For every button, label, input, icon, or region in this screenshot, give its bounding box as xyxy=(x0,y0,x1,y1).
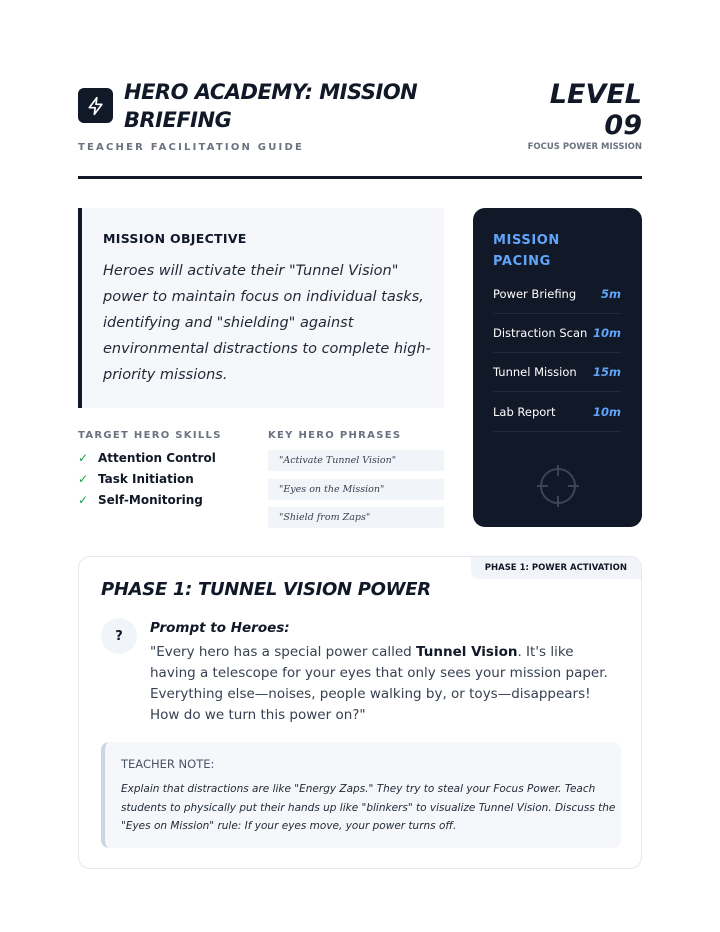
pacing-step-time: 15m xyxy=(593,364,621,379)
level-caption: FOCUS POWER MISSION xyxy=(527,142,642,152)
lightning-icon xyxy=(86,96,106,116)
prompt-text-bold: Tunnel Vision xyxy=(416,644,518,660)
level-heading xyxy=(550,79,642,141)
question-icon: ? xyxy=(101,618,137,654)
crosshair-icon xyxy=(537,465,579,507)
pacing-row xyxy=(493,313,621,353)
teacher-note-text: Explain that distractions are like "Energy Zaps." They try to steal your Focus Power. Teach students to physically put their hands up like "blinkers" to visualize Tunnel Vision. Discuss the "Eyes on Mission" rule: If your eyes move, your power turns off. xyxy=(121,783,616,832)
page-title: HERO ACADEMY: MISSION BRIEFING xyxy=(124,80,418,132)
header-divider xyxy=(78,176,642,179)
pacing-row xyxy=(493,274,621,314)
skill-item xyxy=(78,491,203,509)
pacing-row xyxy=(493,352,621,392)
pacing-step-name: Lab Report xyxy=(493,404,556,419)
skill-label: Attention Control xyxy=(98,451,216,465)
phrase-chip: "Activate Tunnel Vision" xyxy=(268,450,444,471)
check-icon: ✓ xyxy=(78,451,89,465)
pacing-step-name: Tunnel Mission xyxy=(493,364,577,379)
prompt-label: Prompt to Heroes: xyxy=(150,620,290,636)
pacing-title: MISSION PACING xyxy=(493,233,560,269)
page-header xyxy=(78,76,642,156)
check-icon: ✓ xyxy=(78,472,89,486)
phase-title: PHASE 1: TUNNEL VISION POWER xyxy=(101,579,431,600)
pacing-step-name: Distraction Scan xyxy=(493,325,588,340)
logo xyxy=(78,88,113,123)
phrase-chip: "Shield from Zaps" xyxy=(268,507,444,528)
skills-title: TARGET HERO SKILLS xyxy=(78,430,222,441)
pacing-step-name: Power Briefing xyxy=(493,286,577,301)
skill-label: Task Initiation xyxy=(98,472,194,486)
level-word: LEVEL xyxy=(549,79,642,110)
phase-tag: PHASE 1: POWER ACTIVATION xyxy=(471,557,641,579)
mission-pacing-panel xyxy=(473,208,642,527)
pacing-row xyxy=(493,392,621,432)
teacher-note xyxy=(101,742,621,848)
phase-1-card xyxy=(78,556,642,869)
skill-item xyxy=(78,470,194,488)
skill-label: Self-Monitoring xyxy=(98,493,203,507)
prompt-text xyxy=(150,642,622,726)
pacing-step-time: 10m xyxy=(593,325,621,340)
level-number: 09 xyxy=(604,110,642,141)
prompt-text-end: . It's like having a telescope for your eyes that only sees your mission paper. Everything else—noises, people walking by, or toys—disappears! How do we turn this power on?" xyxy=(150,644,608,723)
page-subtitle: TEACHER FACILITATION GUIDE xyxy=(78,142,304,153)
teacher-note-label: TEACHER NOTE: xyxy=(121,757,215,771)
pacing-step-time: 10m xyxy=(593,404,621,419)
skill-item xyxy=(78,449,216,467)
objective-title: MISSION OBJECTIVE xyxy=(103,231,247,246)
phrases-title: KEY HERO PHRASES xyxy=(268,430,402,441)
phrase-chip: "Eyes on the Mission" xyxy=(268,479,444,500)
pacing-step-time: 5m xyxy=(601,286,621,301)
objective-text: Heroes will activate their "Tunnel Vision" power to maintain focus on individual tasks, identifying and "shielding" against environmental distractions to complete high-priority missions. xyxy=(103,263,431,383)
check-icon: ✓ xyxy=(78,493,89,507)
mission-objective-card xyxy=(78,208,444,408)
prompt-text-start: "Every hero has a special power called xyxy=(150,644,417,660)
